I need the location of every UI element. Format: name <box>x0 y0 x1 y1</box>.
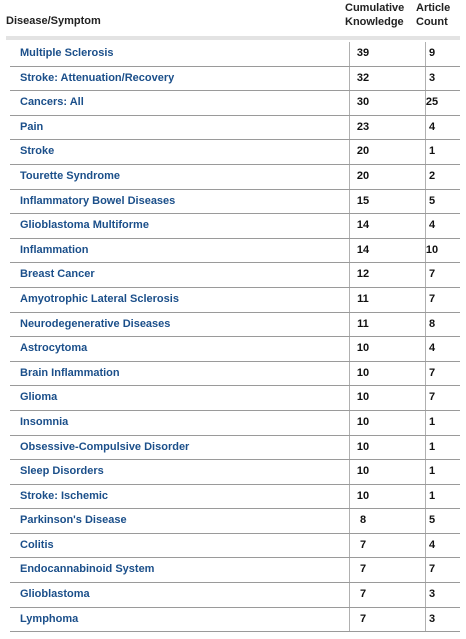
article-count-value: 4 <box>428 219 436 232</box>
cumulative-knowledge-value: 10 <box>356 489 370 502</box>
table-header <box>0 0 466 36</box>
article-count-value: 7 <box>428 563 436 576</box>
disease-link[interactable]: Glioblastoma <box>20 588 90 601</box>
table-row <box>10 509 460 534</box>
cumulative-knowledge-value: 23 <box>356 120 370 133</box>
header-cumulative-line2: Knowledge <box>345 16 404 28</box>
header-article-line2: Count <box>416 16 448 28</box>
table-row <box>10 485 460 510</box>
article-count-value: 2 <box>428 169 436 182</box>
table-row <box>10 608 460 633</box>
cumulative-knowledge-value: 14 <box>356 219 370 232</box>
table-row <box>10 460 460 485</box>
cumulative-knowledge-value: 10 <box>356 391 370 404</box>
table-row <box>10 583 460 608</box>
article-count-value: 4 <box>428 120 436 133</box>
header-disease-symptom[interactable]: Disease/Symptom <box>6 15 101 27</box>
cumulative-knowledge-value: 10 <box>356 366 370 379</box>
disease-link[interactable]: Glioblastoma Multiforme <box>20 219 149 232</box>
article-count-value: 1 <box>428 145 436 158</box>
disease-link[interactable]: Cancers: All <box>20 96 84 109</box>
article-count-value: 10 <box>425 243 439 256</box>
table-row <box>10 42 460 67</box>
cumulative-knowledge-value: 11 <box>357 317 369 330</box>
header-divider <box>6 36 460 40</box>
article-count-value: 5 <box>428 514 436 527</box>
cumulative-knowledge-value: 39 <box>356 47 370 59</box>
table-row <box>10 534 460 559</box>
article-count-value: 1 <box>428 440 436 453</box>
table-row <box>10 263 460 288</box>
table-row <box>10 337 460 362</box>
article-count-value: 4 <box>428 342 436 355</box>
cumulative-knowledge-value: 32 <box>356 71 370 84</box>
table-row <box>10 116 460 141</box>
table-body <box>0 42 466 632</box>
article-count-value: 7 <box>428 292 436 305</box>
table-row <box>10 165 460 190</box>
article-count-value: 1 <box>428 415 436 428</box>
cumulative-knowledge-value: 10 <box>356 465 370 478</box>
disease-link[interactable]: Inflammation <box>20 243 89 256</box>
table-row <box>10 288 460 313</box>
disease-link[interactable]: Pain <box>20 120 44 133</box>
article-count-value: 1 <box>428 465 436 478</box>
article-count-value: 3 <box>428 588 436 601</box>
cumulative-knowledge-value: 7 <box>359 538 367 551</box>
article-count-value: 25 <box>425 96 439 109</box>
cumulative-knowledge-value: 11 <box>357 292 369 305</box>
cumulative-knowledge-value: 20 <box>356 145 370 158</box>
article-count-value: 5 <box>428 194 436 207</box>
disease-link[interactable]: Lymphoma <box>20 612 79 625</box>
disease-link[interactable]: Astrocytoma <box>20 342 88 355</box>
cumulative-knowledge-value: 15 <box>356 194 370 207</box>
disease-link[interactable]: Amyotrophic Lateral Sclerosis <box>20 292 179 305</box>
cumulative-knowledge-value: 10 <box>356 415 370 428</box>
cumulative-knowledge-value: 7 <box>359 588 367 601</box>
disease-link[interactable]: Parkinson's Disease <box>20 514 127 527</box>
cumulative-knowledge-value: 14 <box>356 243 370 256</box>
header-cumulative-knowledge[interactable] <box>345 1 404 29</box>
cumulative-knowledge-value: 12 <box>356 268 370 281</box>
disease-link[interactable]: Stroke: Attenuation/Recovery <box>20 71 175 84</box>
disease-link[interactable]: Stroke <box>20 145 55 158</box>
disease-link[interactable]: Endocannabinoid System <box>20 563 155 576</box>
article-count-value: 7 <box>428 268 436 281</box>
header-article-count[interactable] <box>416 1 450 29</box>
cumulative-knowledge-value: 10 <box>356 342 370 355</box>
article-count-value: 3 <box>428 71 436 84</box>
table-row <box>10 214 460 239</box>
disease-link[interactable]: Breast Cancer <box>20 268 95 281</box>
disease-link[interactable]: Colitis <box>20 538 54 551</box>
cumulative-knowledge-value: 7 <box>359 563 367 576</box>
header-article-line1: Article <box>416 2 451 14</box>
article-count-value: 7 <box>428 391 436 404</box>
table-row <box>10 436 460 461</box>
cumulative-knowledge-value: 10 <box>356 440 370 453</box>
table-row <box>10 313 460 338</box>
table-row <box>10 239 460 264</box>
disease-link[interactable]: Sleep Disorders <box>20 465 104 478</box>
disease-link[interactable]: Glioma <box>20 391 58 404</box>
header-cumulative-line1: Cumulative <box>345 2 405 14</box>
disease-link[interactable]: Insomnia <box>20 415 69 428</box>
article-count-value: 7 <box>428 366 436 379</box>
table-row <box>10 140 460 165</box>
article-count-value: 9 <box>428 47 436 59</box>
disease-link[interactable]: Neurodegenerative Diseases <box>20 317 171 330</box>
disease-link[interactable]: Multiple Sclerosis <box>20 47 114 59</box>
disease-link[interactable]: Brain Inflammation <box>20 366 120 379</box>
article-count-value: 4 <box>428 538 436 551</box>
disease-link[interactable]: Obsessive-Compulsive Disorder <box>20 440 190 453</box>
table-row <box>10 190 460 215</box>
article-count-value: 3 <box>428 612 436 625</box>
table-row <box>10 362 460 387</box>
cumulative-knowledge-value: 7 <box>359 612 367 625</box>
table-row <box>10 67 460 92</box>
table-row <box>10 558 460 583</box>
disease-link[interactable]: Tourette Syndrome <box>20 169 121 182</box>
article-count-value: 1 <box>428 489 436 502</box>
disease-link[interactable]: Stroke: Ischemic <box>20 489 109 502</box>
cumulative-knowledge-value: 8 <box>359 514 367 527</box>
cumulative-knowledge-value: 30 <box>356 96 370 109</box>
table-row <box>10 411 460 436</box>
table-row <box>10 91 460 116</box>
cumulative-knowledge-value: 20 <box>356 169 370 182</box>
disease-link[interactable]: Inflammatory Bowel Diseases <box>20 194 176 207</box>
table-row <box>10 386 460 411</box>
article-count-value: 8 <box>428 317 436 330</box>
